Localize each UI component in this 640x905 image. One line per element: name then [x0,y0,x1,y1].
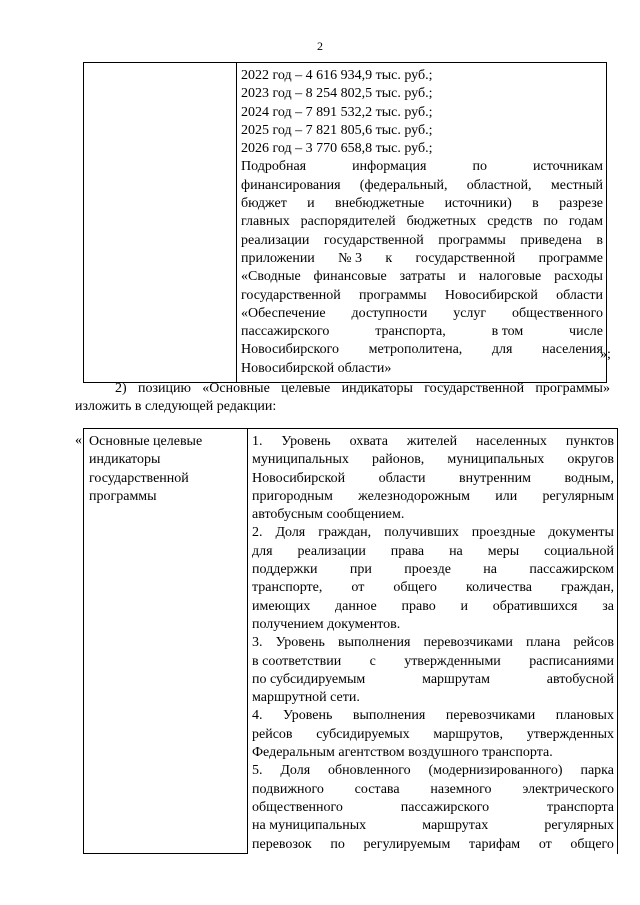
word: жителей [406,434,458,449]
word: 2025 год – 7 821 805,6 тыс. руб.; [241,122,433,138]
word: пунктов [565,434,614,449]
word: Доля [280,763,311,779]
word: или [495,488,518,504]
word: в [532,196,539,212]
word: транспорта, [375,324,446,340]
text-line [252,524,614,542]
word: государственной [424,381,525,396]
word: программе [538,250,603,266]
word: перевозчиками [445,708,536,724]
word: маршрутной сети. [252,690,360,706]
word: разрезе [559,196,603,212]
word: обратившихся [492,598,578,614]
word: 3. [252,635,263,651]
word: источники) [444,196,512,212]
word: право [401,598,436,614]
text-line [252,744,614,762]
word: доступности [351,305,428,321]
text-line [252,762,614,780]
word: маршрутах [422,818,489,834]
text-line [241,213,603,231]
word: Доля [275,525,306,541]
word: наземного [430,781,492,797]
word: парка [580,763,614,779]
word: общественного [512,305,603,321]
word: Основные целевые [89,434,203,449]
text-line [89,433,241,451]
word: при [349,562,372,578]
text-line [252,781,614,799]
word: индикаторы [89,452,161,468]
word: 2026 год – 3 770 658,8 тыс. руб.; [241,141,433,157]
text-line [241,232,603,250]
indicators-table [83,428,618,854]
financing-label-cell [84,63,237,383]
word: маршрутов, [433,726,503,742]
word: округов [567,452,614,468]
word: бюджет [241,196,287,212]
word: проездные [471,525,536,541]
word: автобусной [546,671,614,687]
word: с [369,653,376,669]
word: государственной [241,287,341,303]
financing-table [83,62,607,383]
text-line [252,653,614,671]
word: пассажирского [241,324,330,340]
word: главных [241,214,290,230]
word: «Сводные [241,269,301,285]
word: данное [335,598,377,614]
text-line [252,506,614,524]
word: расписаниями [529,653,614,669]
paragraph-text [75,380,610,417]
word: реализации [297,543,366,559]
word: распорядителей [300,214,396,230]
word: в соответствии [252,653,342,669]
word: районов, [372,452,425,468]
word: услуг [453,305,487,321]
word: Новосибирского [241,342,339,358]
word: муниципальных [447,452,545,468]
word: граждан, [318,525,372,541]
word: пассажирского [400,799,490,815]
word: в том [491,324,524,340]
word: «Основные [202,381,270,396]
text-line [241,158,603,176]
word: Новосибирской [444,287,538,303]
text-line [252,470,614,488]
word: финансирования [241,177,341,193]
word: плановых [555,708,614,724]
text-line [252,707,614,725]
word: реализации [241,232,310,248]
word: от [351,580,365,596]
word: Новосибирской [252,470,346,486]
word: маршрутам [422,671,490,687]
word: социальной [544,543,614,559]
word: изложить в следующей редакции: [75,399,277,415]
word: охвата [349,434,389,449]
word: Подробная [241,159,307,175]
word: местный [550,177,603,193]
text-line [252,561,614,579]
word: по [543,214,558,230]
word: программы» [535,381,610,396]
word: Новосибирской области» [241,360,392,376]
word: документы [548,525,614,541]
word: годам [568,214,603,230]
word: за [602,598,614,614]
word: и [307,196,315,212]
word: транспорта [546,799,614,815]
word: затраты [399,269,446,285]
text-line [241,85,603,103]
word: имеющих [252,598,311,614]
word: программы [438,232,506,248]
word: общего [393,580,437,596]
text-line [252,817,614,835]
text-line [252,634,614,652]
word: области [378,470,426,486]
word: общего [570,836,614,852]
word: индикаторы [341,381,413,396]
word: муниципальных [252,452,349,468]
word: «Обеспечение [241,305,326,321]
word: и [458,269,466,285]
indicators-label [89,433,241,506]
text-line [241,305,603,323]
word: Федеральным агентством воздушного транспорта. [252,745,553,761]
text-line [241,268,603,286]
word: получивших [384,525,459,541]
word: перевозчиками [423,635,513,651]
text-line [252,671,614,689]
text-line [75,380,610,398]
word: расходы [554,269,603,285]
word: обновленного [327,763,411,779]
word: выполнения [337,635,411,651]
word: количества [466,580,532,596]
word: проезде [404,562,451,578]
text-line [241,323,603,341]
word: 2023 год – 8 254 802,5 тыс. руб.; [241,86,433,102]
word: поддержки [252,562,318,578]
word: в [596,232,603,248]
text-line [252,579,614,597]
text-line [241,122,603,140]
word: источникам [533,159,603,175]
word: населения [542,342,603,358]
text-line [252,836,614,854]
word: налоговые [478,269,542,285]
word: пригородным [252,488,333,504]
word: Уровень [283,708,333,724]
word: получением документов. [252,616,401,632]
word: железнодорожным [358,488,470,504]
word: водным, [564,470,614,486]
word: общественного [252,799,343,815]
word: позицию [137,381,191,396]
word: состава [354,781,400,797]
word: 2024 год – 7 891 532,2 тыс. руб.; [241,104,433,120]
text-line [252,488,614,506]
text-line [241,195,603,213]
amendment-paragraph [75,380,610,417]
word: Уровень [275,635,325,651]
text-line [252,726,614,744]
word: государственной [323,232,424,248]
word: внутренним [459,470,531,486]
word: транспорте, [252,580,323,596]
text-line [89,488,241,506]
word: метрополитена, [368,342,463,358]
word: утвержденных [526,726,614,742]
word: государственной [89,470,189,486]
word: средств [487,214,533,230]
word: № 3 [338,250,362,266]
indicators-label-cell [84,429,248,854]
word: граждан, [561,580,614,596]
word: информация [352,159,427,175]
word: числе [569,324,603,340]
page-number: 2 [317,39,323,53]
text-line [241,104,603,122]
text-line [241,250,603,268]
word: области [556,287,603,303]
financing-value-cell [237,63,607,383]
text-line [252,543,614,561]
word: 2) [115,381,127,396]
closing-quote: »; [600,347,611,362]
word: рейсов [252,726,293,742]
word: по [472,159,487,175]
word: подвижного [252,781,324,797]
word: от [538,836,552,852]
word: на [449,543,463,559]
word: внебюджетные [334,196,425,212]
word: тарифам [469,836,521,852]
word: 4. [252,708,263,724]
word: на муниципальных [252,818,367,834]
word: права [390,543,425,559]
indicators-text [252,433,614,854]
word: регулярных [544,818,614,834]
text-line [89,451,241,469]
text-line [252,689,614,707]
text-line [89,470,241,488]
word: электрического [522,781,614,797]
word: приложении [241,250,315,266]
word: по субсидируемым [252,671,366,687]
word: бюджетных [406,214,477,230]
text-line [252,799,614,817]
word: перевозок [252,836,312,852]
word: 2022 год – 4 616 934,9 тыс. руб.; [241,68,433,83]
word: государственной [415,250,516,266]
word: для [491,342,513,358]
word: рейсов [573,635,614,651]
text-line [252,598,614,616]
text-line [75,398,610,416]
word: 5. [252,763,263,779]
word: населенных [476,434,547,449]
indicators-value-cell [248,429,618,854]
word: регулируемым [363,836,451,852]
opening-quote: « [75,433,82,448]
word: финансовые [313,269,387,285]
word: плана [525,635,561,651]
word: (модернизированного) [428,763,563,779]
text-line [241,67,603,85]
word: 1. [252,434,263,449]
text-line [241,287,603,305]
word: регулярным [542,488,614,504]
word: на [483,562,498,578]
text-line [252,433,614,451]
text-line [252,616,614,634]
word: выполнения [352,708,426,724]
word: утвержденными [404,653,501,669]
word: к [385,250,393,266]
text-line [241,360,603,378]
text-line [241,140,603,158]
word: программы [89,488,157,504]
word: и [460,598,468,614]
word: 2. [252,525,263,541]
word: по [330,836,345,852]
word: для [252,543,273,559]
text-line [241,341,603,359]
word: (федеральный, [359,177,448,193]
word: Уровень [281,434,331,449]
financing-text [241,67,603,378]
text-line [241,177,603,195]
word: программы [359,287,427,303]
word: автобусным сообщением. [252,507,405,523]
word: приведена [520,232,582,248]
word: целевые [281,381,331,396]
word: пассажирском [529,562,614,578]
word: субсидируемых [316,726,410,742]
word: областной, [466,177,532,193]
text-line [252,451,614,469]
word: меры [487,543,520,559]
